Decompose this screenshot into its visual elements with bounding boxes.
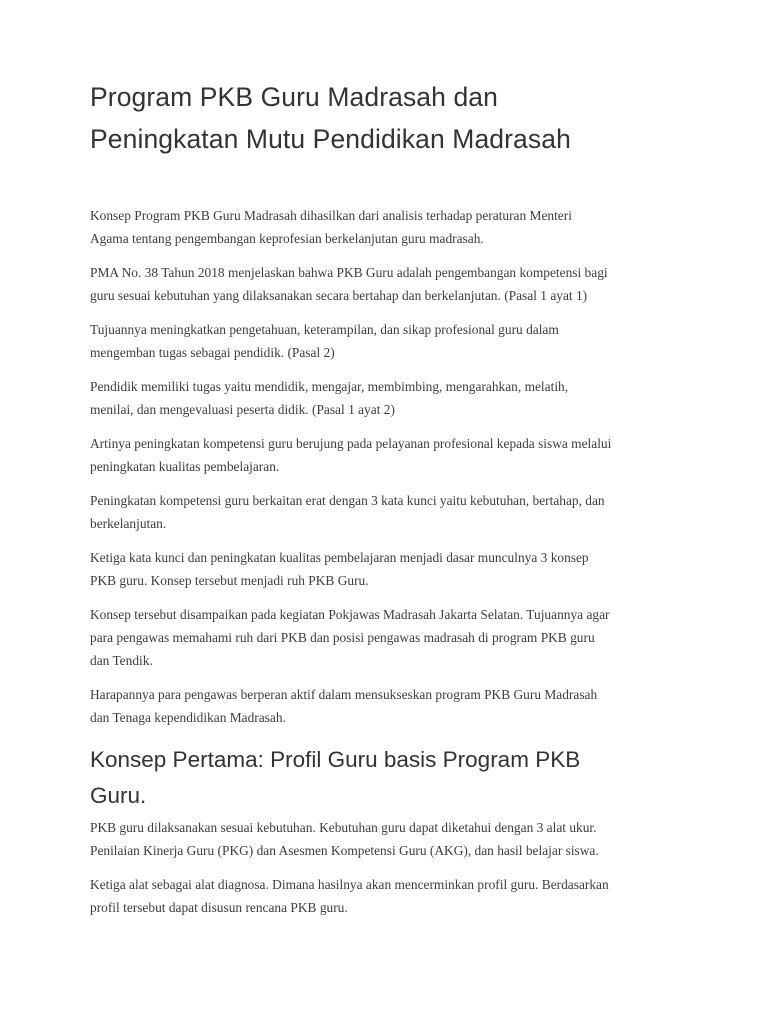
paragraph: [90, 261, 678, 307]
text-line: Ketiga kata kunci dan peningkatan kualitas pembelajaran menjadi dasar munculnya 3 konsep: [90, 550, 589, 565]
text-line: Ketiga alat sebagai alat diagnosa. Dimana hasilnya akan mencerminkan profil guru. Berdasarkan: [90, 877, 609, 892]
paragraph: [90, 204, 678, 250]
text-line: Peningkatan kompetensi guru berkaitan erat dengan 3 kata kunci yaitu kebutuhan, bertahap, dan: [90, 493, 605, 508]
text-line: dan Tendik.: [90, 653, 153, 668]
text-line: Agama tentang pengembangan keprofesian berkelanjutan guru madrasah.: [90, 231, 484, 246]
section-body: [90, 816, 678, 919]
section-heading: [90, 742, 678, 814]
text-line: Penilaian Kinerja Guru (PKG) dan Asesmen Kompetensi Guru (AKG), dan hasil belajar siswa.: [90, 843, 599, 858]
paragraph: [90, 318, 678, 364]
paragraph: [90, 546, 678, 592]
text-line: PKB guru. Konsep tersebut menjadi ruh PKB Guru.: [90, 573, 369, 588]
paragraph: [90, 375, 678, 421]
paragraph: [90, 489, 678, 535]
text-line: PMA No. 38 Tahun 2018 menjelaskan bahwa PKB Guru adalah pengembangan kompetensi bagi: [90, 265, 608, 280]
paragraph: [90, 873, 678, 919]
text-line: PKB guru dilaksanakan sesuai kebutuhan. Kebutuhan guru dapat diketahui dengan 3 alat ukur.: [90, 820, 597, 835]
text-line: Konsep Program PKB Guru Madrasah dihasilkan dari analisis terhadap peraturan Menteri: [90, 208, 572, 223]
text-line: profil tersebut dapat disusun rencana PKB guru.: [90, 900, 348, 915]
text-line: Konsep tersebut disampaikan pada kegiatan Pokjawas Madrasah Jakarta Selatan. Tujuannya agar: [90, 607, 610, 622]
paragraph: [90, 683, 678, 729]
text-line: guru sesuai kebutuhan yang dilaksanakan secara bertahap dan berkelanjutan. (Pasal 1 ayat 1): [90, 288, 588, 303]
text-line: mengemban tugas sebagai pendidik. (Pasal 2): [90, 345, 335, 360]
intro-body: [90, 204, 678, 729]
title-line: Program PKB Guru Madrasah dan: [90, 82, 498, 112]
title-line: Peningkatan Mutu Pendidikan Madrasah: [90, 124, 571, 154]
text-line: peningkatan kualitas pembelajaran.: [90, 459, 280, 474]
text-line: dan Tenaga kependidikan Madrasah.: [90, 710, 286, 725]
text-line: menilai, dan mengevaluasi peserta didik. (Pasal 1 ayat 2): [90, 402, 395, 417]
paragraph: [90, 603, 678, 672]
heading-line: Guru.: [90, 783, 147, 808]
text-line: para pengawas memahami ruh dari PKB dan posisi pengawas madrasah di program PKB guru: [90, 630, 595, 645]
text-line: Harapannya para pengawas berperan aktif dalam mensukseskan program PKB Guru Madrasah: [90, 687, 598, 702]
paragraph: [90, 432, 678, 478]
paragraph: [90, 816, 678, 862]
page-title: [90, 76, 678, 160]
heading-line: Konsep Pertama: Profil Guru basis Program PKB: [90, 747, 581, 772]
text-line: Tujuannya meningkatkan pengetahuan, keterampilan, dan sikap profesional guru dalam: [90, 322, 559, 337]
text-line: Artinya peningkatan kompetensi guru berujung pada pelayanan profesional kepada siswa melalui: [90, 436, 612, 451]
text-line: berkelanjutan.: [90, 516, 167, 531]
text-line: Pendidik memiliki tugas yaitu mendidik, mengajar, membimbing, mengarahkan, melatih,: [90, 379, 569, 394]
